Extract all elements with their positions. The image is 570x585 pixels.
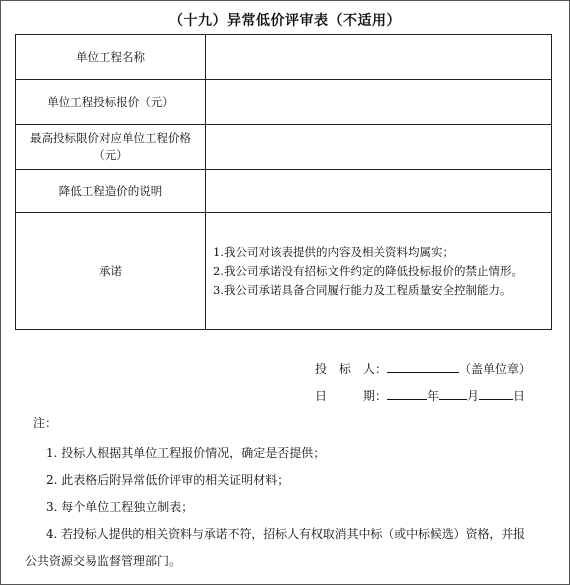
year-label: 年 (427, 389, 440, 403)
promise-content (206, 213, 552, 330)
promise-label: 承诺 (16, 213, 206, 330)
note-item: 公共资源交易监督管理部门。 (25, 554, 182, 568)
day-blank[interactable] (479, 387, 513, 400)
table-row (16, 213, 552, 330)
bidder-blank[interactable] (387, 360, 459, 373)
cost-reduction-label: 降低工程造价的说明 (16, 170, 206, 213)
day-label: 日 (513, 389, 526, 403)
max-price-label (16, 125, 206, 170)
table-row (16, 80, 552, 125)
note-item: 3. 每个单位工程独立制表； (46, 500, 194, 514)
max-price-label-line1: 最高投标限价对应单位工程价格 (30, 131, 191, 145)
bidder-signature-line (315, 360, 531, 377)
bid-price-field[interactable] (206, 80, 552, 125)
note-item: 4. 若投标人提供的相关资料与承诺不符，招标人有权取消其中标（或中标候选）资格，并报 (46, 527, 526, 541)
promise-item: 1.我公司对该表提供的内容及相关资料均属实； (213, 244, 454, 259)
table-row (16, 170, 552, 213)
bidder-seal-note: （盖单位章） (459, 362, 532, 376)
form-title: （十九）异常低价评审表（不适用） (169, 13, 401, 29)
cost-reduction-field[interactable] (206, 170, 552, 213)
table-row (16, 35, 552, 80)
bidder-label: 投 标 人： (315, 362, 388, 376)
promise-item: 2.我公司承诺没有招标文件约定的降低投标报价的禁止情形。 (213, 263, 523, 278)
bid-price-label: 单位工程投标报价（元） (16, 80, 206, 125)
project-name-field[interactable] (206, 35, 552, 80)
table-row (16, 125, 552, 170)
project-name-label: 单位工程名称 (16, 35, 206, 80)
notes-heading: 注： (33, 416, 58, 430)
note-item: 1. 投标人根据其单位工程报价情况，确定是否提供； (46, 446, 326, 460)
month-label: 月 (467, 389, 480, 403)
year-blank[interactable] (387, 387, 427, 400)
note-item: 2. 此表格后附异常低价评审的相关证明材料； (46, 473, 290, 487)
date-label: 日 期： (315, 389, 388, 403)
month-blank[interactable] (439, 387, 467, 400)
evaluation-table (15, 34, 552, 330)
max-price-label-line2: （元） (93, 148, 128, 162)
promise-item: 3.我公司承诺具备合同履行能力及工程质量安全控制能力。 (213, 282, 512, 297)
max-price-field[interactable] (206, 125, 552, 170)
date-line (315, 387, 525, 404)
